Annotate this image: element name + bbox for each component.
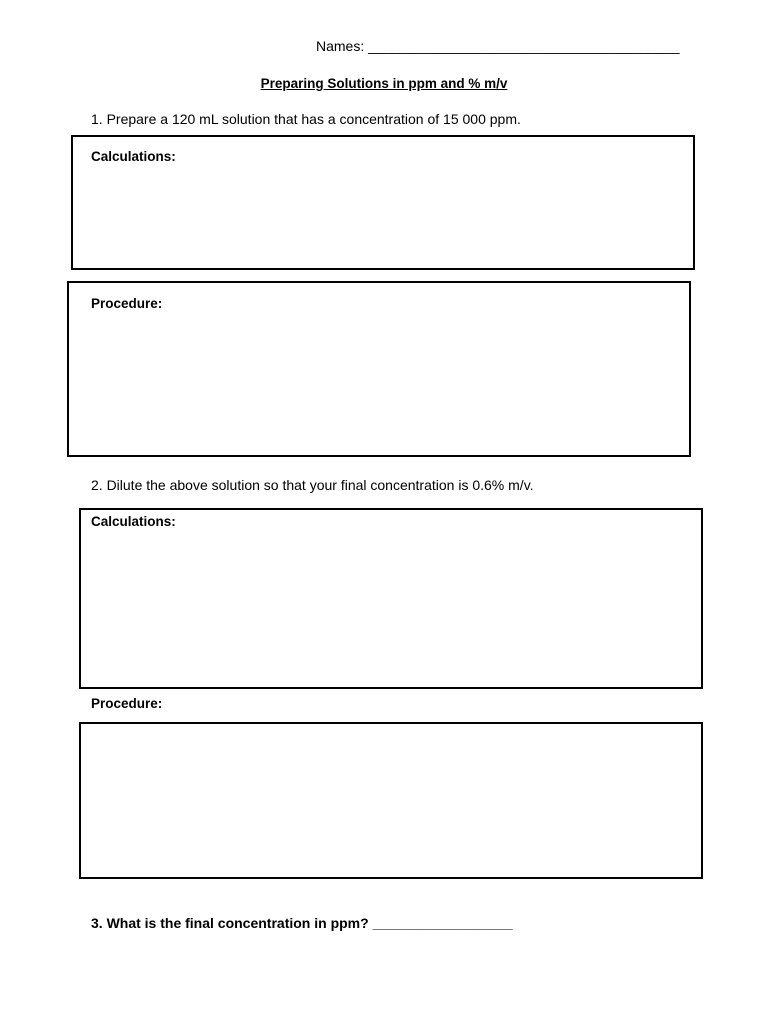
q1-procedure-box[interactable] [67,281,691,457]
q1-procedure-label: Procedure: [91,296,163,311]
q2-calculations-label: Calculations: [91,514,176,529]
question-3-text[interactable]: 3. What is the final concentration in ppm? __________________ [91,915,513,931]
q2-procedure-box[interactable] [79,722,703,879]
question-2-text: 2. Dilute the above solution so that your final concentration is 0.6% m/v. [91,477,534,493]
names-field[interactable]: Names: ________________________________________ [316,38,680,54]
page-title: Preparing Solutions in ppm and % m/v [260,76,508,91]
q2-procedure-label: Procedure: [91,696,163,711]
q1-calculations-box[interactable] [71,135,695,270]
q2-calculations-box[interactable] [79,508,703,689]
question-1-text: 1. Prepare a 120 mL solution that has a concentration of 15 000 ppm. [91,111,521,127]
q1-calculations-label: Calculations: [91,149,176,164]
